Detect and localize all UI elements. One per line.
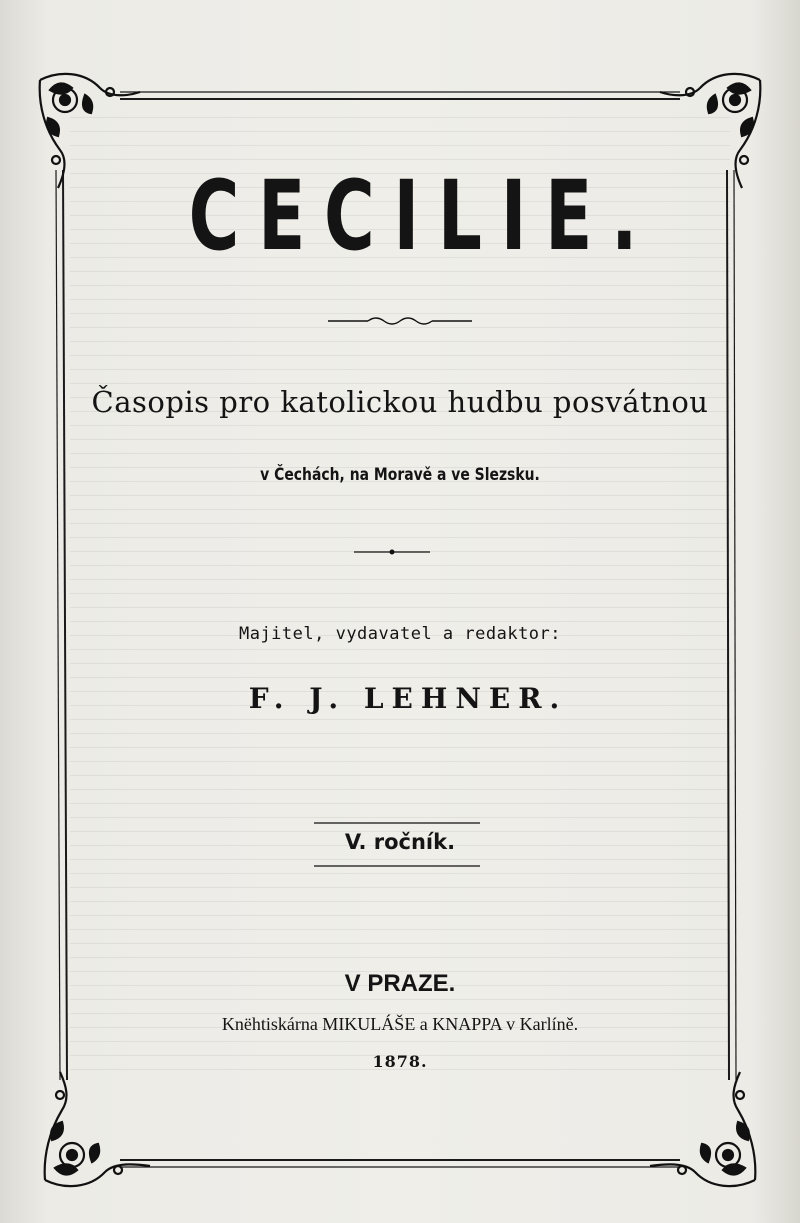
corner-ornament-bottom-right — [650, 1072, 755, 1186]
dot-rule — [354, 550, 430, 554]
region-line: v Čechách, na Moravě a ve Slezsku. — [260, 465, 540, 485]
owner-label: Majitel, vydavatel a redaktor: — [238, 624, 562, 644]
corner-ornament-top-right — [660, 74, 760, 188]
publication-year: 1878. — [372, 1052, 428, 1071]
title-flourish — [328, 318, 472, 324]
page-title: CECILIE. — [188, 160, 657, 272]
printer-line: Knëhtiskárna MIKULÁŠE a KNAPPA v Karlíně. — [221, 1014, 579, 1034]
corner-ornament-bottom-left — [45, 1072, 150, 1186]
corner-ornament-top-left — [40, 74, 140, 188]
volume-label: V. ročník. — [344, 830, 456, 854]
publication-city: V PRAZE. — [344, 970, 456, 997]
editor-name: F. J. LEHNER. — [248, 682, 568, 715]
page-subtitle: Časopis pro katolickou hudbu posvátnou — [91, 385, 709, 419]
